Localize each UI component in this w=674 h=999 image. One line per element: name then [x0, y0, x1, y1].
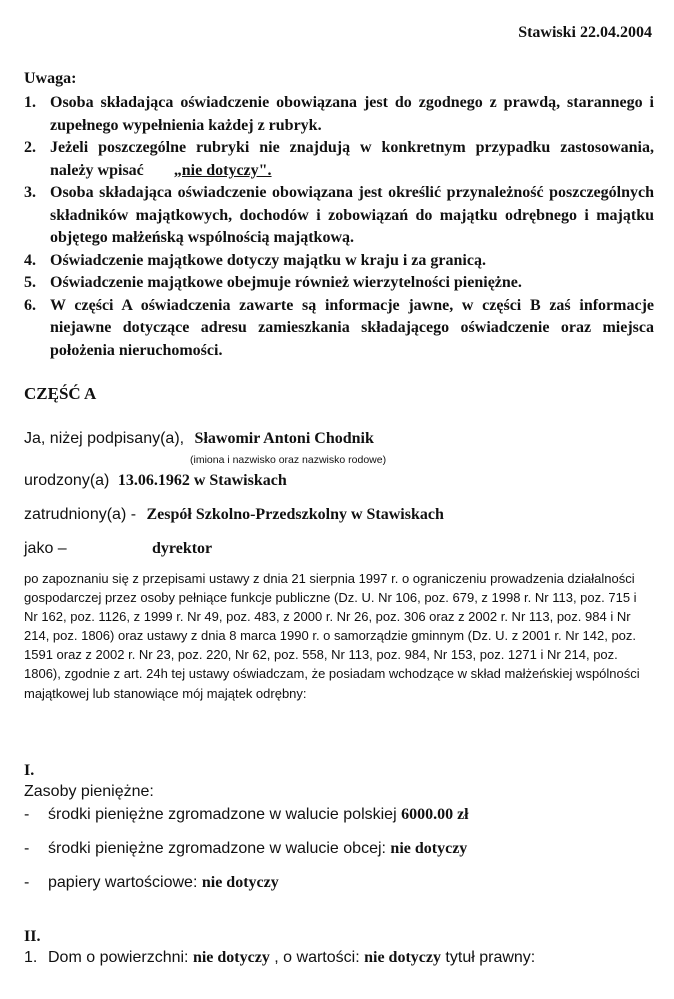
note-text: Oświadczenie majątkowe dotyczy majątku w kraju i za granicą.	[50, 251, 486, 269]
position-line	[24, 540, 213, 558]
list-label: środki pieniężne zgromadzone w walucie obcej:	[48, 840, 386, 857]
born-value: 13.06.1962 w Stawiskach	[117, 472, 287, 489]
born-label: urodzony(a)	[24, 472, 110, 489]
section-2-heading: II.	[24, 928, 41, 945]
house-value-label: , o wartości:	[274, 949, 360, 966]
section-1-heading: I.	[24, 762, 35, 779]
house-area-label: Dom o powierzchni:	[48, 949, 189, 966]
note-text: Osoba składająca oświadczenie obowiązana jest do zgodnego z prawdą, starannego i zupełnego wypełnienia każdej z rubryk.	[50, 94, 654, 134]
document-date: Stawiski 22.04.2004	[518, 24, 652, 41]
house-value-value: nie dotyczy	[364, 949, 441, 966]
list-text	[48, 949, 535, 967]
list-dash: -	[24, 840, 30, 857]
note-item	[24, 92, 654, 137]
note-number: 1.	[24, 94, 36, 111]
note-item	[24, 272, 654, 295]
name-note: (imiona i nazwisko oraz nazwisko rodowe)	[190, 454, 387, 466]
list-number: 1.	[24, 949, 38, 966]
employed-value: Zespół Szkolno-Przedszkolny w Stawiskach	[146, 506, 444, 523]
declaration-paragraph: po zapoznaniu się z przepisami ustawy z dnia 21 sierpnia 1997 r. o ograniczeniu prowadzenia działalności gospodarczej przez osoby pełniące funkcje publiczne (Dz. U. Nr 106, poz. 679, z 1998 r. Nr 113, poz. 715 i Nr 162, poz. 1126, z 1999 r. Nr 49, poz. 483, z 2000 r. Nr 26, poz. 306 oraz z 2002 r. Nr 113, poz. 984 i Nr 214, poz. 1806) oraz ustawy z dnia 8 marca 1990 r. o samorządzie gminnym (Dz. U. z 2001 r. Nr 142, poz. 1591 oraz z 2002 r. Nr 23, poz. 220, Nr 62, poz. 558, Nr 113, poz. 984, Nr 153, poz. 1271 i Nr 214, poz. 1806), zgodnie z art. 24h tej ustawy oświadczam, że posiadam wchodzące w skład małżeńskiej wspólności majątkowej lub stanowiące mój majątek odrębny:	[24, 571, 640, 701]
list-value: 6000.00 zł	[401, 806, 469, 823]
position-value: dyrektor	[152, 540, 213, 557]
note-item	[24, 295, 654, 363]
note-text: Osoba składająca oświadczenie obowiązana jest określić przynależność poszczególnych składników majątkowych, dochodów i zobowiązań do majątku odrębnego i majątku objętego małżeńską wspólnością majątkową.	[50, 184, 654, 246]
name-value: Sławomir Antoni Chodnik	[194, 430, 374, 447]
list-dash: -	[24, 874, 30, 891]
name-label: Ja, niżej podpisany(a),	[24, 430, 185, 447]
note-number: 2.	[24, 139, 36, 156]
list-value: nie dotyczy	[390, 840, 468, 857]
section-1-title: Zasoby pieniężne:	[24, 783, 154, 800]
notes-list	[24, 92, 654, 362]
note-item	[24, 137, 654, 182]
note-quote: „nie dotyczy".	[173, 161, 272, 179]
list-dash: -	[24, 806, 30, 823]
note-text: Jeżeli poszczególne rubryki nie znajdują w konkretnym przypadku zastosowania, należy wpisać	[50, 139, 654, 179]
house-area-value: nie dotyczy	[192, 949, 270, 966]
position-label: jako –	[24, 540, 67, 557]
note-item	[24, 250, 654, 273]
list-label: środki pieniężne zgromadzone w walucie polskiej	[48, 806, 397, 823]
employed-line	[24, 506, 444, 524]
legal-title-label: tytuł prawny:	[445, 949, 536, 966]
part-a-title: CZĘŚĆ A	[24, 384, 97, 403]
notes-title: Uwaga:	[24, 70, 77, 87]
list-text	[48, 874, 279, 892]
born-line	[24, 472, 287, 490]
note-number: 6.	[24, 296, 36, 314]
list-text	[48, 806, 469, 824]
note-number: 4.	[24, 251, 36, 269]
note-number: 5.	[24, 274, 36, 291]
note-text: W części A oświadczenia zawarte są informacje jawne, w części B zaś informacje niejawne dotyczące adresu zamieszkania składającego oświadczenie oraz miejsca położenia nieruchomości.	[50, 296, 654, 359]
note-number: 3.	[24, 184, 36, 201]
note-text: Oświadczenie majątkowe obejmuje również wierzytelności pieniężne.	[50, 274, 522, 291]
name-line	[24, 430, 374, 448]
list-value: nie dotyczy	[201, 874, 279, 891]
employed-label: zatrudniony(a) -	[24, 506, 137, 523]
list-text	[48, 840, 467, 858]
list-label: papiery wartościowe:	[48, 874, 198, 891]
note-item	[24, 182, 654, 250]
